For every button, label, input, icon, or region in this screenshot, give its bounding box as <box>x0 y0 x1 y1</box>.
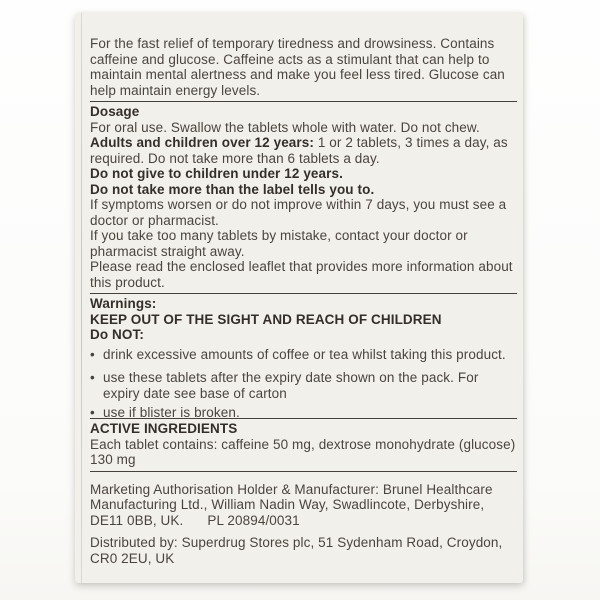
warnings-keep-out: KEEP OUT OF THE SIGHT AND REACH OF CHILDREN <box>90 311 442 327</box>
manufacturer-section <box>90 482 517 567</box>
bullet-icon: • <box>90 370 95 385</box>
warning-bullet-item <box>90 347 517 363</box>
dosage-symptoms: If symptoms worsen or do not improve within 7 days, you must see a doctor or pharmacist. <box>90 197 507 228</box>
warnings-heading: Warnings: <box>90 296 157 311</box>
dosage-section <box>90 104 517 290</box>
warnings-do-not: Do NOT: <box>90 327 144 342</box>
section-divider <box>90 471 517 472</box>
dosage-warning-children: Do not give to children under 12 years. <box>90 166 343 181</box>
dosage-leaflet: Please read the enclosed leaflet that provides more information about this product. <box>90 259 513 290</box>
warnings-section <box>90 296 517 421</box>
label-text-area <box>90 36 517 566</box>
medicine-carton-back-panel <box>75 13 523 583</box>
warnings-bullet-list <box>90 347 517 421</box>
dosage-adults <box>90 135 517 166</box>
intro-text: For the fast relief of temporary tiredness and drowsiness. Contains caffeine and glucose. Caffeine acts as a stimulant that can help to maintain mental alertness and make you feel less tired. Glucose can help maintain energy levels. <box>90 36 505 98</box>
distributor-text: Distributed by: Superdrug Stores plc, 51 Sydenham Road, Croydon, CR0 2EU, UK <box>90 535 503 566</box>
dosage-warning-label: Do not take more than the label tells you to. <box>90 181 375 197</box>
dosage-heading: Dosage <box>90 104 140 119</box>
mah-text: Marketing Authorisation Holder & Manufacturer: Brunel Healthcare Manufacturing Ltd., William Nadin Way, Swadlincote, Derbyshire, DE11 0BB, UK. <box>90 481 493 528</box>
dosage-adults-label: Adults and children over 12 years: <box>90 135 314 150</box>
pl-number: PL 20894/0031 <box>207 512 300 528</box>
warning-bullet-text: use if blister is broken. <box>103 405 240 420</box>
marketing-authorisation-holder <box>90 482 517 529</box>
section-divider <box>90 293 517 294</box>
section-divider <box>90 101 517 102</box>
dosage-oral-use: For oral use. Swallow the tablets whole with water. Do not chew. <box>90 119 480 135</box>
bullet-icon: • <box>90 405 95 420</box>
carton-edge-fold <box>81 13 82 583</box>
active-ingredients-section <box>90 421 517 468</box>
warning-bullet-text: drink excessive amounts of coffee or tea whilst taking this product. <box>103 346 506 362</box>
warning-bullet-item <box>90 370 517 401</box>
warning-bullet-text: use these tablets after the expiry date shown on the pack. For expiry date see base of carton <box>103 370 479 401</box>
bullet-icon: • <box>90 346 95 362</box>
active-ingredients-text: Each tablet contains: caffeine 50 mg, dextrose monohydrate (glucose) 130 mg <box>90 436 516 467</box>
active-ingredients-heading: ACTIVE INGREDIENTS <box>90 421 238 436</box>
dosage-overdose: If you take too many tablets by mistake, contact your doctor or pharmacist straight away. <box>90 228 468 259</box>
dosage-adults-text: 1 or 2 tablets, 3 times a day, as required. Do not take more than 6 tablets a day. <box>90 135 508 166</box>
intro-section <box>90 36 517 98</box>
